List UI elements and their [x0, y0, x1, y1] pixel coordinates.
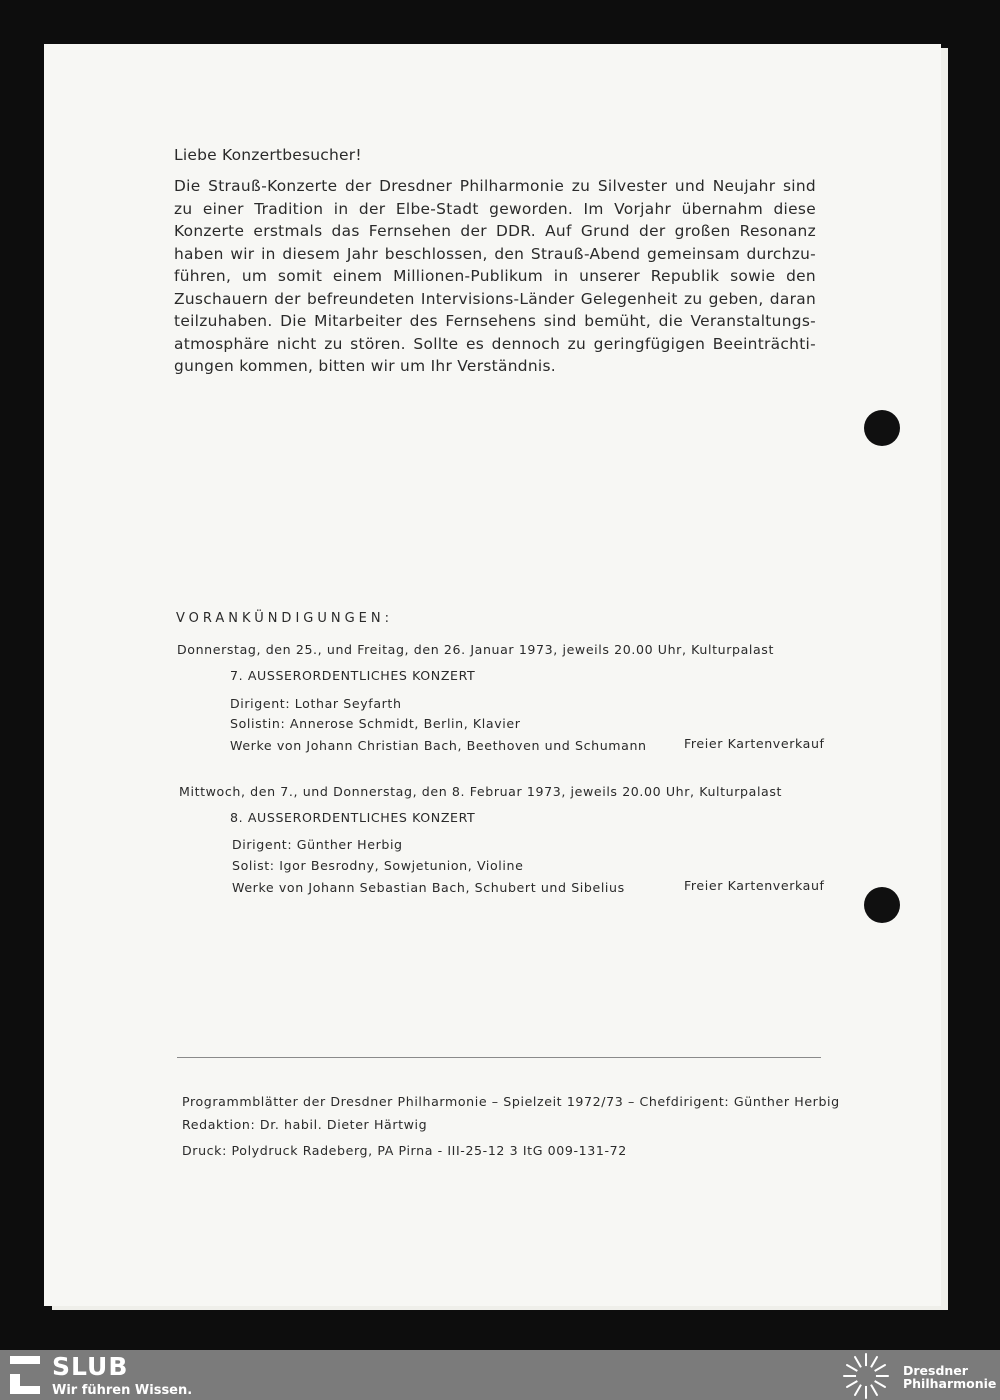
- letter-line: gungen kommen, bitten wir um Ihr Verständnis.: [174, 357, 556, 375]
- colophon-editor: Redaktion: Dr. habil. Dieter Härtwig: [182, 1117, 428, 1132]
- letter-line: Die Strauß-Konzerte der Dresdner Philharmonie zu Silvester und Neujahr sind: [174, 177, 816, 195]
- letter-line: zu einer Tradition in der Elbe-Stadt geworden. Im Vorjahr übernahm diese: [174, 199, 816, 218]
- concert-title: 8. AUSSERORDENTLICHES KONZERT: [230, 810, 476, 825]
- letter-line: haben wir in diesem Jahr beschlossen, den Strauß-Abend gemeinsam durchzu-: [174, 244, 816, 263]
- concert-soloist: Solistin: Annerose Schmidt, Berlin, Klavier: [230, 716, 521, 731]
- concert-conductor: Dirigent: Günther Herbig: [232, 837, 403, 852]
- letter-line: Zuschauern der befreundeten Intervisions-Länder Gelegenheit zu geben, daran: [174, 289, 816, 308]
- orchestra-name-line2: Philharmonie: [903, 1376, 997, 1391]
- concert-conductor: Dirigent: Lothar Seyfarth: [230, 696, 402, 711]
- letter-line: führen, um somit einem Millionen-Publikum in unserer Republik sowie den: [174, 267, 816, 285]
- library-name[interactable]: SLUB: [52, 1352, 129, 1381]
- concert-works: Werke von Johann Sebastian Bach, Schubert und Sibelius: [232, 880, 625, 895]
- concert-ticket-sale: Freier Kartenverkauf: [684, 878, 825, 893]
- concert-ticket-sale: Freier Kartenverkauf: [684, 736, 825, 751]
- concert-title: 7. AUSSERORDENTLICHES KONZERT: [230, 668, 476, 683]
- concert-date: Mittwoch, den 7., und Donnerstag, den 8. Februar 1973, jeweils 20.00 Uhr, Kulturpalast: [179, 784, 783, 799]
- announcements-heading: VORANKÜNDIGUNGEN:: [176, 611, 393, 626]
- letter-body: [174, 175, 816, 378]
- colophon-series: Programmblätter der Dresdner Philharmonie – Spielzeit 1972/73 – Chefdirigent: Günther Herbig: [182, 1094, 840, 1109]
- slub-logo-icon: [10, 1356, 40, 1394]
- orchestra-name-line1: Dresdner: [903, 1363, 968, 1378]
- punch-hole-top: [864, 410, 900, 446]
- colophon-printer: Druck: Polydruck Radeberg, PA Pirna - III-25-12 3 ItG 009-131-72: [182, 1143, 627, 1158]
- concert-date: Donnerstag, den 25., und Freitag, den 26. Januar 1973, jeweils 20.00 Uhr, Kulturpalast: [177, 642, 775, 657]
- philharmonie-sunburst-icon: [842, 1352, 890, 1400]
- letter-line: atmosphäre nicht zu stören. Sollte es dennoch zu geringfügigen Beeinträchti-: [174, 334, 816, 353]
- letter-line: Konzerte erstmals das Fernsehen der DDR. Auf Grund der großen Resonanz: [174, 222, 816, 240]
- orchestra-name[interactable]: [903, 1363, 997, 1391]
- letter-greeting: Liebe Konzertbesucher!: [174, 146, 362, 164]
- concert-soloist: Solist: Igor Besrodny, Sowjetunion, Violine: [232, 858, 524, 873]
- program-sheet: [44, 44, 941, 1306]
- concert-works: Werke von Johann Christian Bach, Beethoven und Schumann: [230, 738, 647, 753]
- library-claim: Wir führen Wissen.: [52, 1383, 193, 1398]
- letter-line: teilzuhaben. Die Mitarbeiter des Fernsehens sind bemüht, die Veranstaltungs-: [174, 312, 816, 330]
- punch-hole-bottom: [864, 887, 900, 923]
- colophon-divider: [177, 1057, 821, 1058]
